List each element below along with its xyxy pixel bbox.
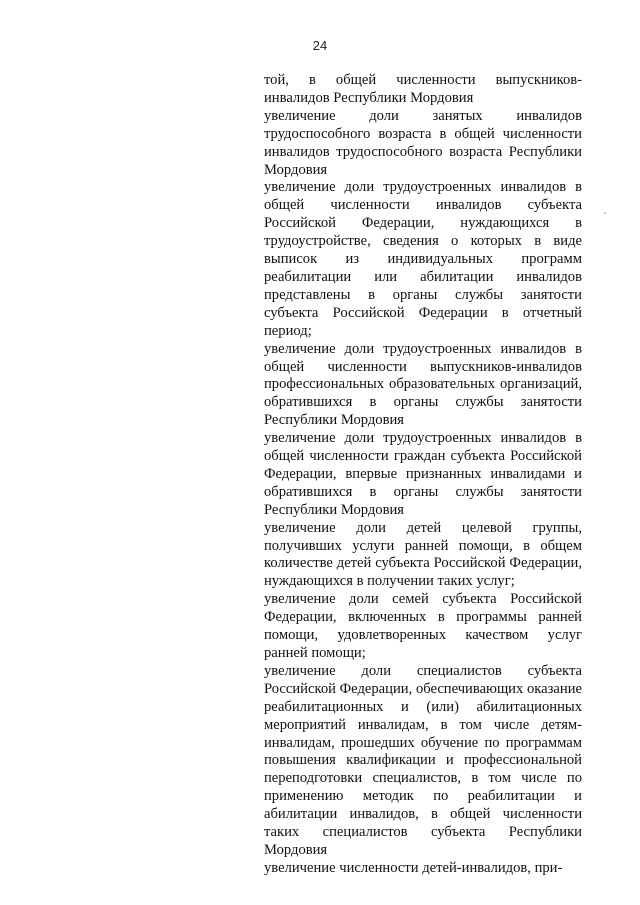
paragraph-employed-needing-work: увеличение доли трудоустроенных инвалидов в общей численности инвалидов субъекта Российской Федерации, нуждающихся в трудоустройстве, сведения о которых в виде выписок из индивидуальных программ реабилитации или абилитации инвалидов представлены в органы службы занятости субъекта Российской Федерации в отчетный период;	[264, 179, 582, 339]
paragraph-continuation: той, в общей численности выпускников-инвалидов Республики Мордовия	[264, 72, 582, 106]
paragraph-employed-newly-recognized: увеличение доли трудоустроенных инвалидов в общей численности граждан субъекта Российской Федерации, впервые признанных инвалидами и обратившихся в органы службы занятости Республики Мордовия	[264, 430, 582, 518]
paragraph-early-help-families: увеличение доли семей субъекта Российской Федерации, включенных в программы ранней помощи, удовлетворенных качеством услуг ранней помощи;	[264, 591, 582, 661]
paragraph-employed-graduates: увеличение доли трудоустроенных инвалидов в общей численности выпускников-инвалидов профессиональных образовательных организаций, обратившихся в органы службы занятости Республики Мордовия	[264, 340, 582, 429]
paragraph-employed-disabled-share: увеличение доли занятых инвалидов трудоспособного возраста в общей численности инвалидов трудоспособного возраста Республики Мордовия	[264, 107, 582, 178]
paragraph-children-count: увеличение численности детей-инвалидов, при-	[264, 859, 563, 876]
paragraph-trained-specialists: увеличение доли специалистов субъекта Российской Федерации, обеспечивающих оказание реабилитационных и (или) абилитационных мероприятий инвалидам, в том числе детям-инвалидам, прошедших обучение по программам повышения квалификации и профессиональной переподготовки специалистов, в том числе по применению методик по реабилитации и абилитации инвалидов, в общей численности таких специалистов субъекта Республики Мордовия	[264, 662, 582, 858]
document-body	[264, 72, 582, 878]
page-number: 24	[312, 38, 328, 53]
scan-speck	[604, 212, 606, 214]
paragraph-early-help-children: увеличение доли детей целевой группы, получивших услуги ранней помощи, в общем количестве детей субъекта Российской Федерации, нуждающихся в получении таких услуг;	[264, 519, 582, 590]
